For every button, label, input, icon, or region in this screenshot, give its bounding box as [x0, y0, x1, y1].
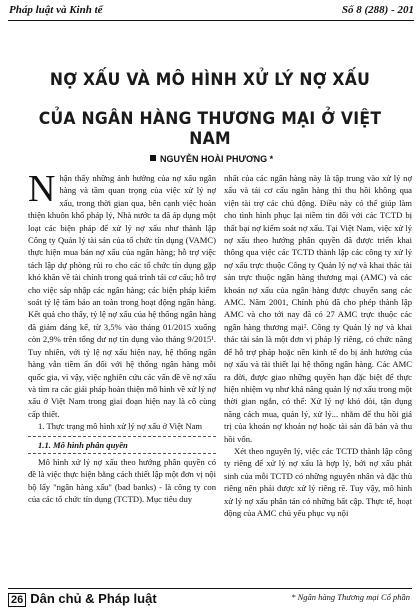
author-footnote: * Ngân hàng Thương mại Cổ phần: [291, 592, 410, 602]
header-rule: [8, 20, 414, 21]
body-paragraph: Mô hình xử lý nợ xấu theo hướng phân quyền có đề là việc thực hiện bằng cách thiết lập một đơn vị nội bộ lấy "ngân hàng xấu" (bad banks) - là công ty con của các tổ chức tín dụng (TCTD). Mục tiêu duy: [28, 456, 216, 505]
author-line: [150, 154, 273, 164]
footer-rule: [8, 588, 412, 589]
drop-cap: N: [28, 168, 56, 210]
body-paragraph: nhất của các ngân hàng này là tập trung vào xử lý nợ xấu và tái cơ cấu ngân hàng thì thu hồi không qua viện tài trợ các chủ động. Điều này có thể giúp làm cho tình hình phục lại niềm tin đối với các TCTD bị thất bại nợ kiểm soát nợ xấu. Tại Việt Nam, việc xử lý nợ xấu theo hướng phân quyền đã được triển khai thông qua việc các TCTD thành lập các công ty xử lý nợ xấu trực thuộc Công ty Quản lý nợ và khai thác tài sản trực thuộc ngân hàng thương mại (AMC) và các khoản nợ xấu của ngân hàng được chuyển sang các AMC. Năm 2001, Chính phủ đã cho phép thành lập AMC và cho tới nay đã có 27 AMC trực thuộc các ngân hàng thương mại². Công ty Quản lý nợ và khai thác tài sản là một đơn vị pháp lý riêng, có chức năng để hỗ trợ pháp hoặc nền kinh tế do bị ảnh hưởng của nợ xấu và tài thiết lại hệ thống ngân hàng. Các AMC ra đời, được giao những quyền hạn đặc biệt để thực hiện nhiệm vụ như khả năng quản lý nợ xấu trong một thời gian ngắn, có thể: Xử lý nợ khó đòi, tận dụng năng cách mua, quản lý, xử lý... nhằm để thu hồi giá trị của khoản nợ khoản nợ hoặc tài sản đã bán và thu hồi vốn.: [224, 173, 412, 444]
left-column: [28, 168, 216, 506]
footer-brand: [8, 591, 157, 607]
author-name: NGUYỄN HOÀI PHƯƠNG *: [160, 154, 274, 164]
body-paragraph: Xét theo nguyên lý, việc các TCTD thành lập công ty riêng để xử lý nợ xấu là hợp lý, bởi nợ xấu phát sinh của mỗi TCTD có những nguyên nhân và đặc thù riêng nên phải được xử lý riêng rẽ. Tuy vậy, mô hình xử lý nợ xấu phân tán có những bất cập. Thực tế, hoạt động của AMC chủ yếu phục vụ nội: [224, 445, 412, 518]
magazine-name: Dân chủ & Pháp luật: [30, 591, 157, 606]
article-title-line-2: CỦA NGÂN HÀNG THƯƠNG MẠI Ở VIỆT NAM: [38, 109, 382, 149]
intro-text: hận thấy những ảnh hưởng của nợ xấu ngân hàng và tầm quan trọng của việc xử lý nợ xấu, trong thời gian qua, bên cạnh việc hoàn thiện khuôn khổ pháp lý, Nhà nước ta đã áp dụng một loạt các biện pháp để xử lý nợ xấu như thành lập Công ty Quản lý tài sản của tổ chức tín dụng (VAMC) thực hiện mua bán nợ xấu của ngân hàng; hỗ trợ việc tách lập dự phòng rủi ro cho các tổ chức tín dụng gặp khó khăn về tài chính trong quá trình tái cơ cấu; hỗ trợ cho việc sáp nhập các ngân hàng; các biện pháp kiểm soát tỷ lệ tăm bảo an toàn trong hoạt động ngân hàng. Kết quả cho thấy, tỷ lệ nợ xấu của hệ thống ngân hàng đã giảm đáng kể, từ 3,5% vào tháng 01/2015 xuống còn 2,9% trên tổng dư nợ tín dụng vào tháng 9/2015¹. Tuy nhiên, với tỷ lệ nợ xấu hiện nay, hệ thống ngân hàng vẫn tiềm ẩn đối với hệ thống ngân hàng mỗi quốc gia, vì vậy, việc nghiên cứu các vấn đề về nợ xấu và tìm ra các giải pháp hoàn thiện mô hình về xử lý nợ xấu ở Việt Nam trong giai đoạn hiện nay là cô cùng cấp thiết.: [28, 173, 216, 419]
article-title-line-1: NỢ XẤU VÀ MÔ HÌNH XỬ LÝ NỢ XẤU: [49, 70, 371, 90]
right-column: [224, 172, 412, 519]
subsection-heading-1-1: 1.1. Mô hình phân quyền: [28, 436, 216, 454]
page-number: 26: [8, 593, 26, 607]
journal-section-header: Pháp luật và Kinh tế: [9, 4, 103, 16]
square-bullet-icon: [150, 155, 156, 161]
section-heading-1: 1. Thực trạng mô hình xử lý nợ xấu ở Việt Nam: [38, 421, 203, 432]
issue-number: Số 8 (288) - 201: [341, 4, 414, 16]
intro-paragraph: [28, 168, 216, 420]
